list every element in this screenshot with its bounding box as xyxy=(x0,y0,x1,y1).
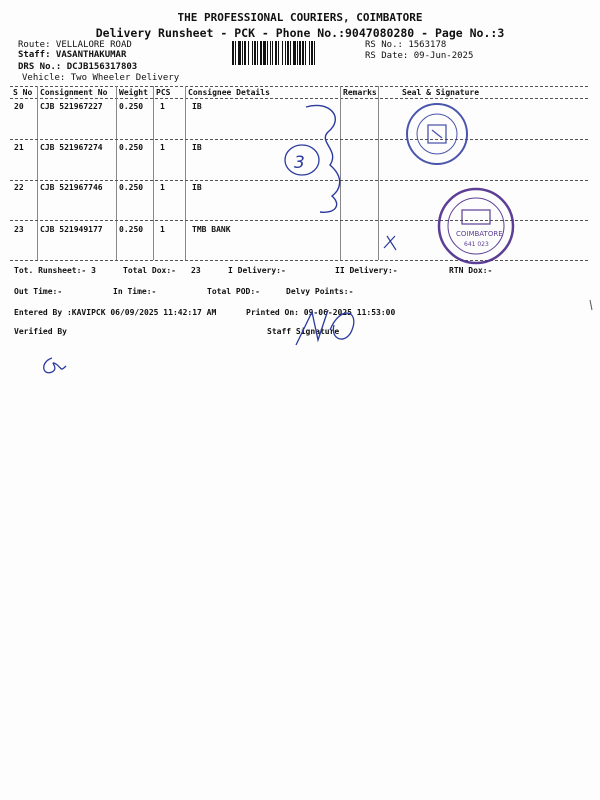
ii-delivery: II Delivery:- xyxy=(335,266,398,275)
rtn-dox: RTN Dox:- xyxy=(449,266,493,275)
in-time: In Time:- xyxy=(113,287,157,296)
runsheet-subtitle: Delivery Runsheet - PCK - Phone No.:9047080280 - Page No.:3 xyxy=(95,26,505,40)
company-title: THE PROFESSIONAL COURIERS, COIMBATORE xyxy=(177,11,423,24)
remark-mark xyxy=(384,236,396,250)
row-weight: 0.250 xyxy=(119,183,144,192)
verified-initials xyxy=(44,358,66,373)
col-seal: Seal & Signature xyxy=(402,88,480,97)
row-consignee: IB xyxy=(192,183,202,192)
entered-by: Entered By :KAVIPCK 06/09/2025 11:42:17 AM xyxy=(14,308,217,317)
col-consignee: Consignee Details xyxy=(188,88,270,97)
col-pcs: PCS xyxy=(156,88,171,97)
verified-by: Verified By xyxy=(14,327,67,336)
row-weight: 0.250 xyxy=(119,102,144,111)
rs-number: RS No.: 1563178 xyxy=(365,40,447,50)
vehicle-label: Vehicle: Two Wheeler Delivery xyxy=(22,73,180,83)
route-label: Route: VELLALORE ROAD xyxy=(18,40,132,50)
staff-signature-scribble xyxy=(296,310,354,345)
row-pcs: 1 xyxy=(160,102,165,111)
tot-runsheet: Tot. Runsheet:- 3 xyxy=(14,266,96,275)
row-sno: 23 xyxy=(14,225,24,234)
col-consignment: Consignment No xyxy=(40,88,108,97)
row-pcs: 1 xyxy=(160,143,165,152)
staff-label: Staff: VASANTHAKUMAR xyxy=(18,50,127,60)
handwritten-brace xyxy=(306,105,340,212)
staff-signature-label: Staff Signature xyxy=(267,327,340,336)
row-sno: 20 xyxy=(14,102,24,111)
row-sno: 22 xyxy=(14,183,24,192)
out-time: Out Time:- xyxy=(14,287,63,296)
row-consignment: CJB 521967274 xyxy=(40,143,103,152)
row-consignee: IB xyxy=(192,143,202,152)
row-consignee: TMB BANK xyxy=(192,225,231,234)
svg-text:COIMBATORE: COIMBATORE xyxy=(456,230,503,238)
margin-mark xyxy=(590,300,592,310)
total-dox-label: Total Dox:- xyxy=(123,266,176,275)
printed-on: Printed On: 09-06-2025 11:53:00 xyxy=(246,308,396,317)
row-pcs: 1 xyxy=(160,183,165,192)
row-weight: 0.250 xyxy=(119,225,144,234)
row-consignee: IB xyxy=(192,102,202,111)
row-pcs: 1 xyxy=(160,225,165,234)
row-consignment: CJB 521949177 xyxy=(40,225,103,234)
row-consignment: CJB 521967227 xyxy=(40,102,103,111)
rs-date: RS Date: 09-Jun-2025 xyxy=(365,51,474,61)
drs-number: DRS No.: DCJB156317803 xyxy=(18,62,138,72)
bank-stamp-1 xyxy=(407,104,467,164)
total-pod: Total POD:- xyxy=(207,287,260,296)
bank-stamp-2 xyxy=(439,189,513,263)
col-weight: Weight xyxy=(119,88,148,97)
delvy-points: Delvy Points:- xyxy=(286,287,354,296)
row-sno: 21 xyxy=(14,143,24,152)
row-weight: 0.250 xyxy=(119,143,144,152)
i-delivery: I Delivery:- xyxy=(228,266,286,275)
col-remarks: Remarks xyxy=(343,88,377,97)
circled-number-text: 3 xyxy=(294,153,305,173)
svg-text:641 023: 641 023 xyxy=(464,241,489,248)
total-dox-value: 23 xyxy=(191,266,201,275)
col-sno: S No xyxy=(13,88,33,97)
row-consignment: CJB 521967746 xyxy=(40,183,103,192)
